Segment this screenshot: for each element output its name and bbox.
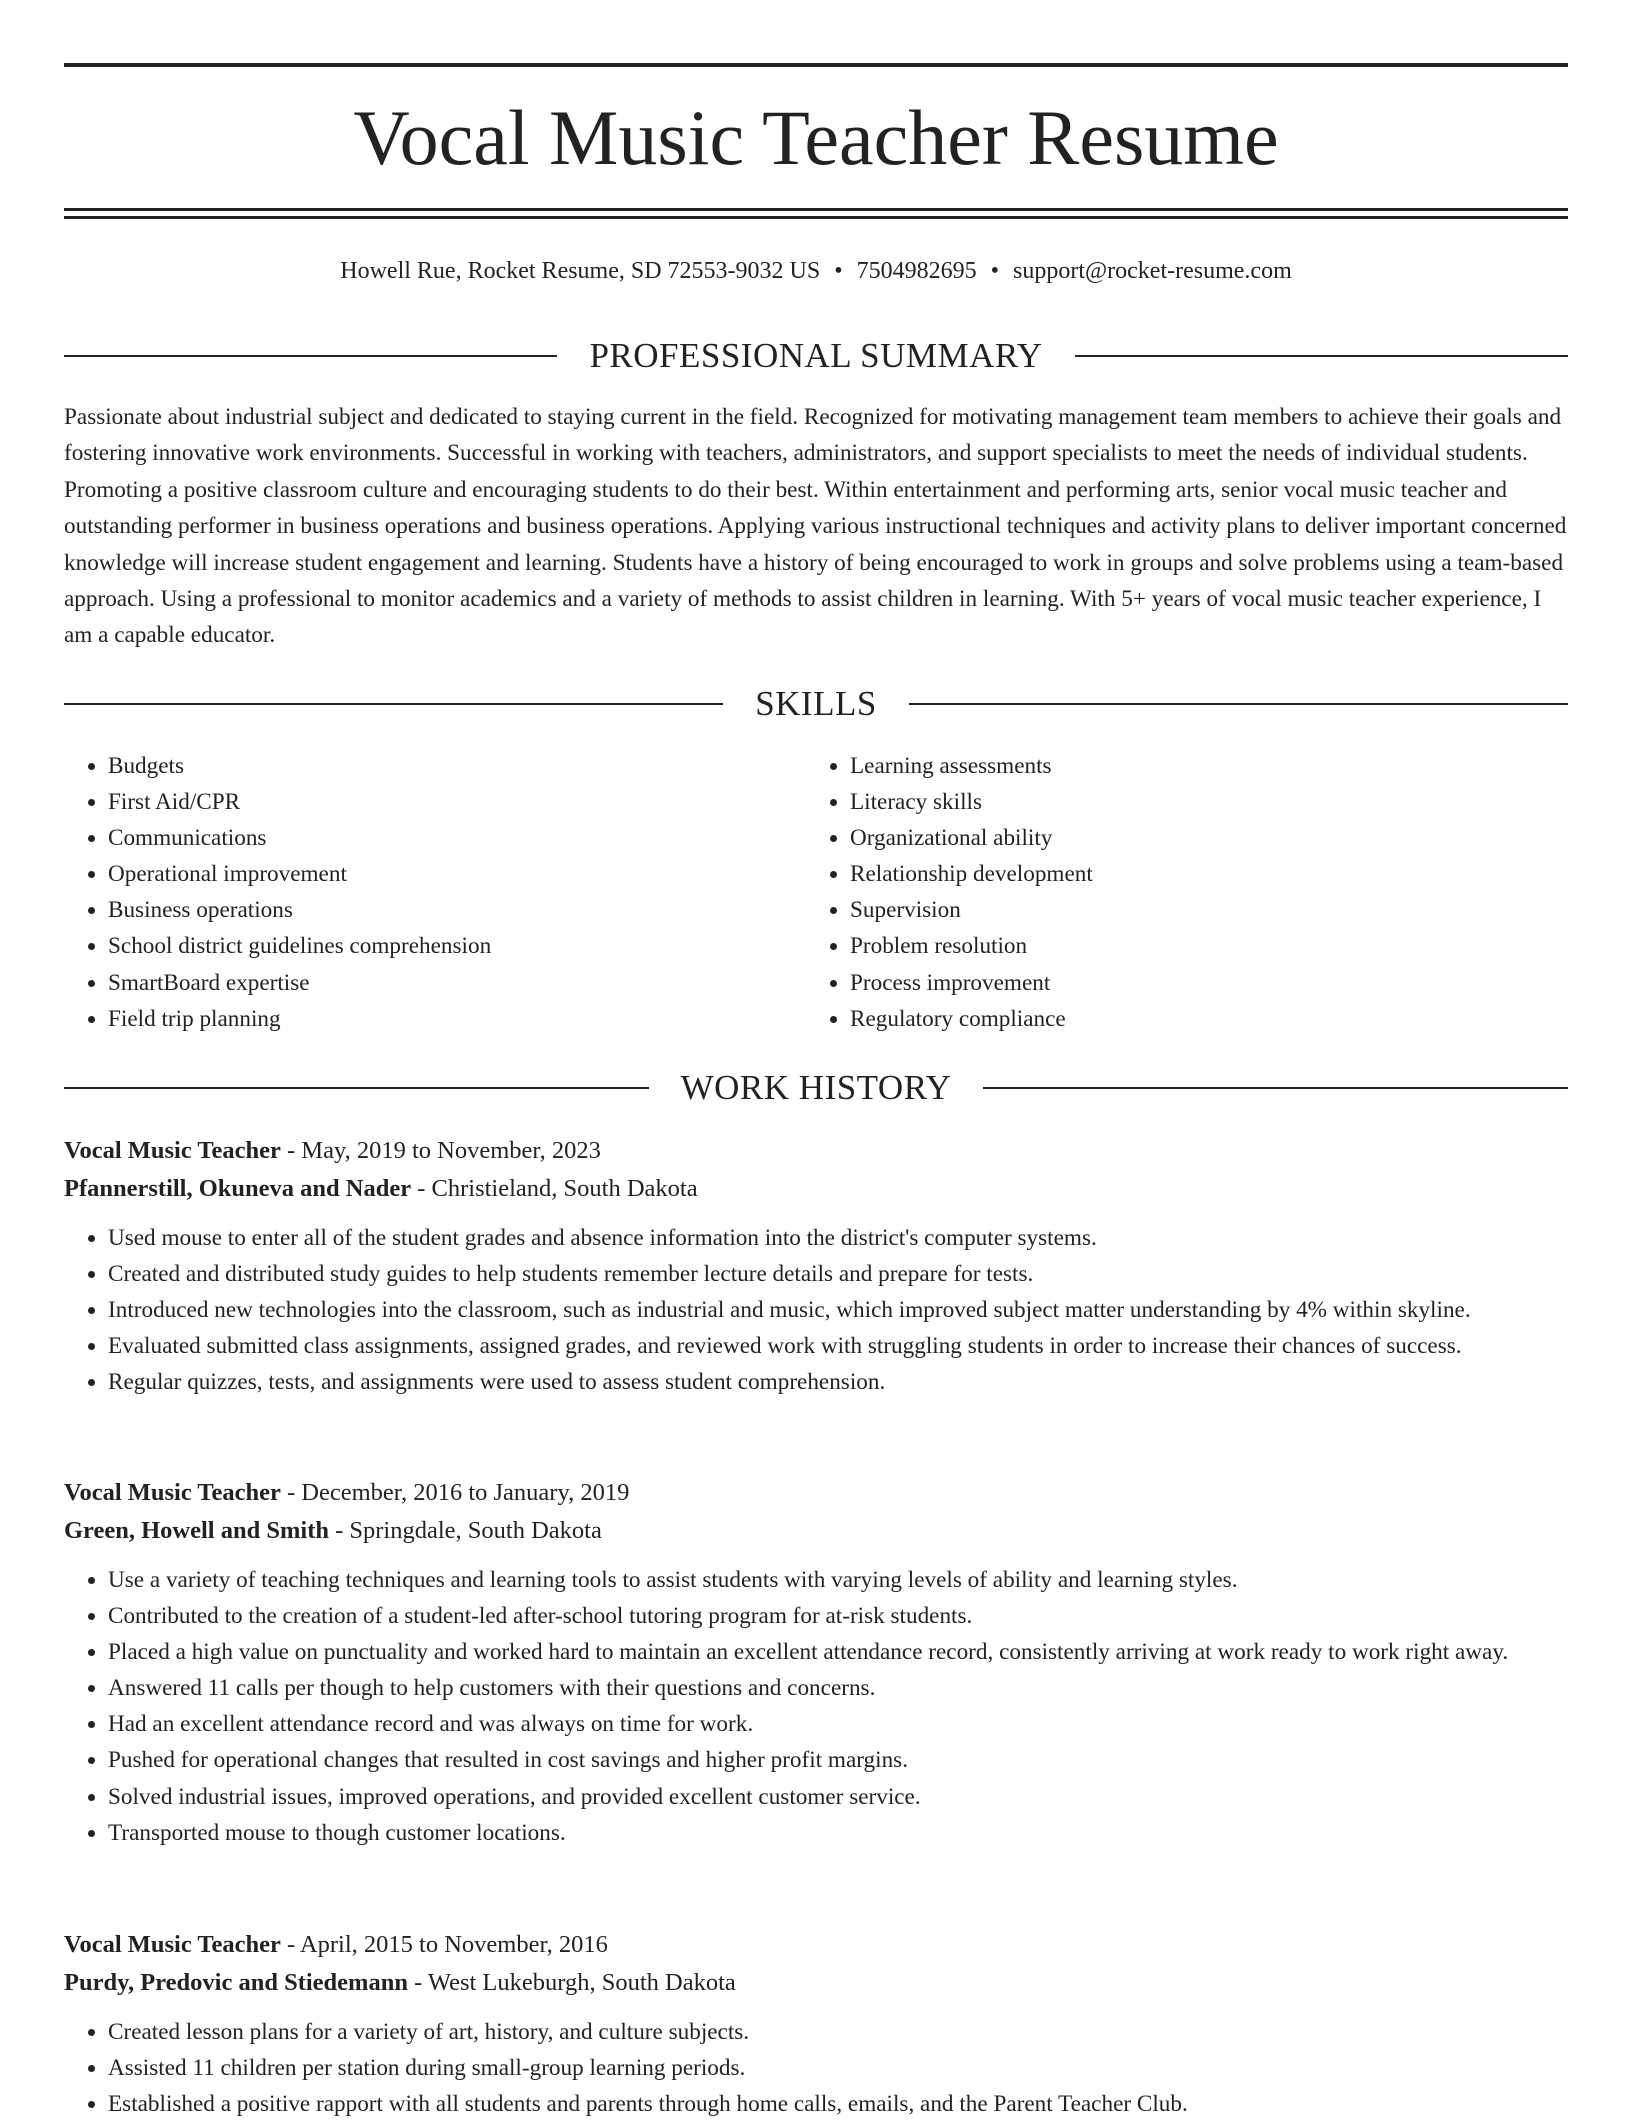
contact-separator: • [834, 258, 843, 284]
skill-item: • SmartBoard expertise [108, 965, 806, 1001]
skill-item: • Learning assessments [850, 748, 1548, 784]
title-rule-upper [64, 208, 1568, 211]
heading-rule [64, 355, 557, 357]
section-title: SKILLS [755, 684, 877, 723]
heading-rule [64, 703, 723, 705]
skills-column-right [806, 748, 1548, 1037]
heading-rule [64, 1087, 649, 1089]
skills-list [64, 748, 1568, 1037]
job-company-line [64, 1170, 1568, 1208]
job-location: - Christieland, South Dakota [411, 1175, 698, 1202]
job-bullet: • Placed a high value on punctuality and worked hard to maintain an excellent attendance record, consistently arriving at work ready to work right away. [108, 1634, 1568, 1670]
job-bullet: • Transported mouse to though customer locations. [108, 1815, 1568, 1851]
resume-title: Vocal Music Teacher Resume [353, 94, 1279, 181]
section-heading-work-history [64, 1066, 1568, 1110]
job-bullet: • Answered 11 calls per though to help customers with their questions and concerns. [108, 1670, 1568, 1706]
job-title: Vocal Music Teacher [64, 1137, 281, 1164]
job-bullets [64, 1562, 1568, 1851]
job-location: - Springdale, South Dakota [328, 1517, 602, 1544]
contact-address: Howell Rue, Rocket Resume, SD 72553-9032 US [340, 258, 821, 284]
heading-rule [1075, 355, 1568, 357]
job-bullet: • Assisted 11 children per station during small-group learning periods. [108, 2050, 1568, 2086]
section-title: WORK HISTORY [680, 1068, 952, 1107]
skill-item: • Regulatory compliance [850, 1001, 1548, 1037]
job-company-line [64, 1964, 1568, 2002]
job-bullet: • Solved industrial issues, improved operations, and provided excellent customer service. [108, 1779, 1568, 1815]
skill-item: • Communications [108, 820, 806, 856]
skill-item: • Relationship development [850, 856, 1548, 892]
job-bullets [64, 1220, 1568, 1400]
job-title-line [64, 1132, 1568, 1170]
job-bullet: • Pushed for operational changes that resulted in cost savings and higher profit margins. [108, 1742, 1568, 1778]
job-dates: - April, 2015 to November, 2016 [280, 1931, 608, 1958]
skill-item: • Organizational ability [850, 820, 1548, 856]
top-rule [64, 63, 1568, 67]
title-rule-lower [64, 216, 1568, 219]
job-dates: - December, 2016 to January, 2019 [280, 1479, 630, 1506]
job-location: - West Lukeburgh, South Dakota [407, 1969, 736, 1996]
job-entry [64, 1474, 1568, 1851]
skill-item: • Problem resolution [850, 928, 1548, 964]
job-bullets [64, 2014, 1568, 2122]
contact-email: support@rocket-resume.com [1013, 258, 1292, 284]
skill-item: • School district guidelines comprehension [108, 928, 806, 964]
contact-separator: • [990, 258, 1000, 284]
skill-item: • Budgets [108, 748, 806, 784]
job-title: Vocal Music Teacher [64, 1479, 281, 1506]
job-bullet: • Created and distributed study guides to help students remember lecture details and prepare for tests. [108, 1256, 1568, 1292]
job-title-line [64, 1474, 1568, 1512]
job-company-line [64, 1512, 1568, 1550]
section-title: PROFESSIONAL SUMMARY [589, 336, 1043, 375]
job-company: Purdy, Predovic and Stiedemann [64, 1969, 408, 1996]
skills-column-left [64, 748, 806, 1037]
contact-line [64, 254, 1568, 288]
job-bullet: • Created lesson plans for a variety of art, history, and culture subjects. [108, 2014, 1568, 2050]
section-heading-skills [64, 682, 1568, 726]
job-bullet: • Had an excellent attendance record and was always on time for work. [108, 1706, 1568, 1742]
heading-rule [983, 1087, 1568, 1089]
job-bullet: • Used mouse to enter all of the student grades and absence information into the district's computer systems. [108, 1220, 1568, 1256]
job-title-line [64, 1926, 1568, 1964]
job-company: Green, Howell and Smith [64, 1517, 329, 1544]
skill-item: • Process improvement [850, 965, 1548, 1001]
job-bullet: • Established a positive rapport with all students and parents through home calls, emails, and the Parent Teacher Club. [108, 2086, 1568, 2122]
section-heading-summary [64, 334, 1568, 378]
job-entry [64, 1926, 1568, 2122]
job-bullet: • Use a variety of teaching techniques and learning tools to assist students with varying levels of ability and learning styles. [108, 1562, 1568, 1598]
job-entry [64, 1132, 1568, 1400]
job-dates: - May, 2019 to November, 2023 [280, 1137, 601, 1164]
skill-item: • Business operations [108, 892, 806, 928]
skill-item: • Field trip planning [108, 1001, 806, 1037]
skill-item: • Operational improvement [108, 856, 806, 892]
skill-item: • Literacy skills [850, 784, 1548, 820]
job-bullet: • Evaluated submitted class assignments, assigned grades, and reviewed work with struggling students in order to increase their chances of success. [108, 1328, 1568, 1364]
job-company: Pfannerstill, Okuneva and Nader [64, 1175, 412, 1202]
contact-phone: 7504982695 [856, 258, 977, 284]
heading-rule [909, 703, 1568, 705]
job-bullet: • Regular quizzes, tests, and assignments were used to assess student comprehension. [108, 1364, 1568, 1400]
job-bullet: • Introduced new technologies into the classroom, such as industrial and music, which improved subject matter understanding by 4% within skyline. [108, 1292, 1568, 1328]
skill-item: • First Aid/CPR [108, 784, 806, 820]
job-bullet: • Contributed to the creation of a student-led after-school tutoring program for at-risk students. [108, 1598, 1568, 1634]
professional-summary: Passionate about industrial subject and dedicated to staying current in the field. Recognized for motivating management team members to achieve their goals and fostering innovative work environments. Successful in working with teachers, administrators, and support specialists to meet the needs of individual students. Promoting a positive classroom culture and encouraging students to do their best. Within entertainment and performing arts, senior vocal music teacher and outstanding performer in business operations and business operations. Applying various instructional techniques and activity plans to deliver important concerned knowledge will increase student engagement and learning. Students have a history of being encouraged to work in groups and solve problems using a team-based approach. Using a professional to monitor academics and a variety of methods to assist children in learning. With 5+ years of vocal music teacher experience, I am a capable educator. [64, 404, 1567, 649]
job-title: Vocal Music Teacher [64, 1931, 281, 1958]
skill-item: • Supervision [850, 892, 1548, 928]
